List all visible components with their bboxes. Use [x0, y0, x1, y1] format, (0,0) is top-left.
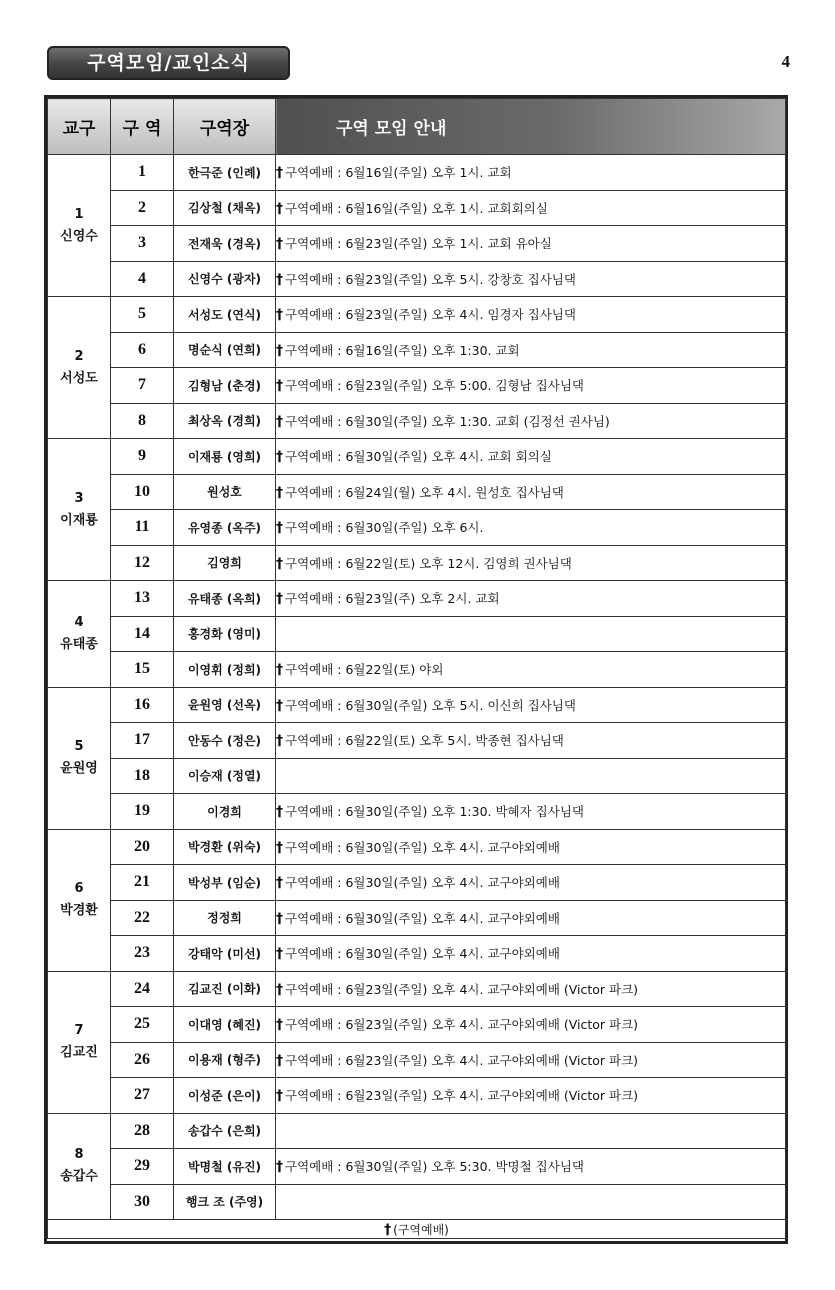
table-row: [48, 332, 786, 368]
meeting-notice: [276, 226, 786, 262]
group-leader: 박경환 (위숙): [174, 829, 276, 865]
meeting-notice: [276, 616, 786, 652]
table-row: [48, 581, 786, 617]
meeting-notice: [276, 332, 786, 368]
district-number: 6: [74, 881, 84, 896]
meeting-notice-text: 구역예배 : 6월30일(주일) 오후 5:30. 박명철 집사님댁: [285, 1159, 584, 1175]
table-row: [48, 900, 786, 936]
group-leader: 최상옥 (경희): [174, 403, 276, 439]
group-leader: 유영종 (옥주): [174, 510, 276, 546]
group-number: 18: [111, 758, 174, 794]
cross-icon: †: [276, 946, 283, 963]
group-number: 1: [111, 155, 174, 191]
meeting-notice: [276, 545, 786, 581]
meeting-notice-text: 구역예배 : 6월23일(주일) 오후 4시. 교구야외예배 (Victor 파크): [285, 1052, 639, 1068]
table-row: [48, 758, 786, 794]
group-leader: 김영희: [174, 545, 276, 581]
meeting-notice: [276, 190, 786, 226]
table-row: [48, 439, 786, 475]
table-row: [48, 652, 786, 688]
group-number: 16: [111, 687, 174, 723]
meeting-notice: [276, 1149, 786, 1185]
meeting-notice: [276, 900, 786, 936]
group-number: 12: [111, 545, 174, 581]
meeting-notice-text: 구역예배 : 6월23일(주일) 오후 5시. 강창호 집사님댁: [285, 271, 576, 287]
district-cell: [48, 155, 111, 297]
meeting-notice: [276, 403, 786, 439]
district-cell: [48, 829, 111, 971]
district-name: 송갑수: [60, 1169, 98, 1185]
meeting-notice-text: 구역예배 : 6월24일(월) 오후 4시. 원성호 집사님댁: [285, 484, 564, 500]
group-leader: 유태종 (옥희): [174, 581, 276, 617]
district-name: 유태종: [60, 636, 98, 652]
meeting-notice-text: 구역예배 : 6월30일(주일) 오후 4시. 교구야외예배: [285, 875, 560, 891]
cross-icon: †: [276, 484, 283, 501]
cross-icon: †: [276, 165, 283, 182]
cross-icon: †: [276, 236, 283, 253]
meeting-notice-text: 구역예배 : 6월23일(주일) 오후 4시. 교구야외예배 (Victor 파크): [285, 1088, 639, 1104]
meeting-notice: [276, 687, 786, 723]
table-row: [48, 971, 786, 1007]
legend-row: [48, 1220, 786, 1239]
meeting-notice: [276, 155, 786, 191]
table-row: [48, 1149, 786, 1185]
table-row: [48, 1113, 786, 1149]
cross-icon: †: [276, 413, 283, 430]
table-row: [48, 616, 786, 652]
group-number: 5: [111, 297, 174, 333]
meeting-notice: [276, 1184, 786, 1220]
table-row: [48, 261, 786, 297]
meeting-notice-text: 구역예배 : 6월23일(주일) 오후 1시. 교회 유아실: [285, 236, 552, 252]
table-row: [48, 155, 786, 191]
group-number: 15: [111, 652, 174, 688]
group-number: 6: [111, 332, 174, 368]
group-number: 22: [111, 900, 174, 936]
cross-icon: †: [276, 1052, 283, 1069]
group-number: 26: [111, 1042, 174, 1078]
cross-icon: †: [276, 875, 283, 892]
district-name: 박경환: [60, 903, 98, 918]
meeting-notice-text: 구역예배 : 6월30일(주일) 오후 5시. 이신희 집사님댁: [285, 697, 576, 713]
group-leader: 명순식 (연희): [174, 332, 276, 368]
cross-icon: †: [276, 1088, 283, 1105]
group-number: 10: [111, 474, 174, 510]
table-row: [48, 829, 786, 865]
cross-icon: †: [276, 307, 283, 324]
table-row: [48, 297, 786, 333]
district-number: 4: [74, 614, 84, 630]
meeting-notice-text: 구역예배 : 6월30일(주일) 오후 4시. 교회 회의실: [285, 449, 552, 465]
meeting-notice-text: 구역예배 : 6월23일(주일) 오후 4시. 교구야외예배 (Victor 파크): [285, 1017, 639, 1033]
meeting-notice: [276, 581, 786, 617]
meeting-notice: [276, 297, 786, 333]
district-cell: [48, 581, 111, 688]
group-number: 17: [111, 723, 174, 759]
group-number: 2: [111, 190, 174, 226]
table-row: [48, 1078, 786, 1114]
table-row: [48, 190, 786, 226]
district-cell: [48, 687, 111, 829]
group-leader: 서성도 (연식): [174, 297, 276, 333]
table-row: [48, 403, 786, 439]
meeting-notice: [276, 723, 786, 759]
meeting-notice-text: 구역예배 : 6월30일(주일) 오후 4시. 교구야외예배: [285, 910, 560, 926]
cross-icon: †: [276, 520, 283, 537]
meeting-notice: [276, 865, 786, 901]
cross-icon: †: [276, 555, 283, 572]
district-number: 7: [74, 1023, 84, 1038]
group-leader: 이성준 (은이): [174, 1078, 276, 1114]
group-leader: 이경희: [174, 794, 276, 830]
district-number: 3: [74, 490, 84, 506]
table-body: [48, 155, 786, 1220]
table-row: [48, 1007, 786, 1043]
group-number: 3: [111, 226, 174, 262]
table-row: [48, 794, 786, 830]
page-number: 4: [781, 52, 790, 71]
group-leader: 윤원영 (선옥): [174, 687, 276, 723]
meeting-notice-text: 구역예배 : 6월23일(주일) 오후 5:00. 김형남 집사님댁: [285, 378, 584, 394]
group-number: 27: [111, 1078, 174, 1114]
group-leader: 박명철 (유진): [174, 1149, 276, 1185]
district-cell: [48, 971, 111, 1113]
meeting-notice: [276, 261, 786, 297]
meeting-notice-text: 구역예배 : 6월23일(주일) 오후 4시. 교구야외예배 (Victor 파크): [285, 981, 639, 997]
table-row: [48, 368, 786, 404]
group-number: 25: [111, 1007, 174, 1043]
meeting-notice-text: 구역예배 : 6월22일(토) 오후 5시. 박종현 집사님댁: [285, 733, 564, 749]
cross-icon: †: [276, 591, 283, 608]
table-row: [48, 545, 786, 581]
district-name: 서성도: [60, 370, 98, 386]
table-row: [48, 510, 786, 546]
cross-icon: †: [276, 662, 283, 679]
district-cell: [48, 1113, 111, 1220]
cross-icon: †: [276, 910, 283, 927]
meeting-notice-text: 구역예배 : 6월30일(주일) 오후 6시.: [285, 520, 484, 536]
cross-icon: †: [276, 378, 283, 395]
cross-icon: †: [276, 449, 283, 466]
district-name: 김교진: [60, 1045, 98, 1060]
group-number: 14: [111, 616, 174, 652]
cross-icon: †: [276, 733, 283, 750]
group-leader: 안동수 (정은): [174, 723, 276, 759]
meeting-notice-text: 구역예배 : 6월23일(주) 오후 2시. 교회: [285, 591, 500, 607]
meeting-notice: [276, 1078, 786, 1114]
table-row: [48, 226, 786, 262]
meeting-notice-text: 구역예배 : 6월30일(주일) 오후 4시. 교구야외예배: [285, 946, 560, 962]
group-leader: 행크 조 (주영): [174, 1184, 276, 1220]
meeting-notice: [276, 652, 786, 688]
group-number: 13: [111, 581, 174, 617]
meeting-notice: [276, 1007, 786, 1043]
group-leader: 전재욱 (경옥): [174, 226, 276, 262]
section-title-tab: 구역모임/교인소식: [47, 46, 290, 80]
group-number: 24: [111, 971, 174, 1007]
meeting-notice: [276, 829, 786, 865]
meeting-notice: [276, 794, 786, 830]
group-meeting-table-frame: [44, 95, 788, 1244]
meeting-notice: [276, 758, 786, 794]
column-header-notice: 구역 모임 안내: [276, 99, 786, 155]
group-number: 9: [111, 439, 174, 475]
group-number: 8: [111, 403, 174, 439]
group-leader: 신영수 (광자): [174, 261, 276, 297]
meeting-notice-text: 구역예배 : 6월30일(주일) 오후 4시. 교구야외예배: [285, 839, 560, 855]
group-leader: 김상철 (채옥): [174, 190, 276, 226]
group-number: 28: [111, 1113, 174, 1149]
cross-icon: †: [276, 200, 283, 217]
meeting-notice-text: 구역예배 : 6월22일(토) 오후 12시. 김영희 권사님댁: [285, 555, 572, 571]
table-row: [48, 474, 786, 510]
group-leader: 이용재 (형주): [174, 1042, 276, 1078]
cross-icon: †: [276, 981, 283, 998]
meeting-notice-text: 구역예배 : 6월23일(주일) 오후 4시. 임경자 집사님댁: [285, 307, 576, 323]
group-leader: 원성호: [174, 474, 276, 510]
table-row: [48, 1042, 786, 1078]
district-number: 8: [74, 1147, 84, 1163]
group-leader: 정정희: [174, 900, 276, 936]
table-row: [48, 936, 786, 972]
group-leader: 이재룡 (영희): [174, 439, 276, 475]
group-number: 19: [111, 794, 174, 830]
district-number: 5: [74, 739, 84, 754]
cross-icon: †: [276, 1159, 283, 1176]
group-leader: 홍경화 (영미): [174, 616, 276, 652]
district-name: 신영수: [60, 228, 98, 244]
group-meeting-table: [47, 98, 786, 1239]
group-number: 11: [111, 510, 174, 546]
cross-icon: †: [384, 1221, 392, 1238]
group-number: 20: [111, 829, 174, 865]
legend-cell: [48, 1220, 786, 1239]
group-leader: 강태악 (미선): [174, 936, 276, 972]
group-leader: 김형남 (춘경): [174, 368, 276, 404]
district-cell: [48, 297, 111, 439]
group-number: 29: [111, 1149, 174, 1185]
group-leader: 송갑수 (은희): [174, 1113, 276, 1149]
cross-icon: †: [276, 697, 283, 714]
meeting-notice-text: 구역예배 : 6월16일(주일) 오후 1:30. 교회: [285, 342, 520, 358]
meeting-notice-text: 구역예배 : 6월16일(주일) 오후 1시. 교회회의실: [285, 200, 548, 216]
district-cell: [48, 439, 111, 581]
table-row: [48, 865, 786, 901]
group-number: 7: [111, 368, 174, 404]
table-row: [48, 723, 786, 759]
meeting-notice: [276, 510, 786, 546]
meeting-notice: [276, 474, 786, 510]
meeting-notice-text: 구역예배 : 6월30일(주일) 오후 1:30. 박혜자 집사님댁: [285, 804, 584, 820]
cross-icon: †: [276, 271, 283, 288]
meeting-notice: [276, 368, 786, 404]
meeting-notice-text: 구역예배 : 6월22일(토) 야외: [285, 662, 444, 678]
cross-icon: †: [276, 1017, 283, 1034]
table-header-row: [48, 99, 786, 155]
cross-icon: †: [276, 342, 283, 359]
group-leader: 이대영 (혜진): [174, 1007, 276, 1043]
meeting-notice: [276, 439, 786, 475]
group-leader: 박성부 (임순): [174, 865, 276, 901]
group-leader: 이영휘 (정희): [174, 652, 276, 688]
group-number: 23: [111, 936, 174, 972]
cross-icon: †: [276, 839, 283, 856]
district-number: 2: [74, 348, 84, 364]
column-header-district: 교구: [48, 99, 111, 155]
meeting-notice: [276, 1042, 786, 1078]
district-name: 이재룡: [60, 512, 98, 528]
group-number: 21: [111, 865, 174, 901]
district-number: 1: [74, 206, 84, 222]
group-leader: 이승재 (정열): [174, 758, 276, 794]
meeting-notice-text: 구역예배 : 6월30일(주일) 오후 1:30. 교회 (김정선 권사님): [285, 413, 610, 429]
column-header-group: 구 역: [111, 99, 174, 155]
group-number: 30: [111, 1184, 174, 1220]
table-row: [48, 1184, 786, 1220]
table-row: [48, 687, 786, 723]
group-number: 4: [111, 261, 174, 297]
meeting-notice-text: 구역예배 : 6월16일(주일) 오후 1시. 교회: [285, 165, 512, 181]
meeting-notice: [276, 971, 786, 1007]
legend-text: (구역예배): [393, 1222, 449, 1237]
column-header-leader: 구역장: [174, 99, 276, 155]
meeting-notice: [276, 1113, 786, 1149]
meeting-notice: [276, 936, 786, 972]
group-leader: 김교진 (이화): [174, 971, 276, 1007]
cross-icon: †: [276, 804, 283, 821]
district-name: 윤원영: [60, 761, 98, 776]
group-leader: 한극준 (인례): [174, 155, 276, 191]
